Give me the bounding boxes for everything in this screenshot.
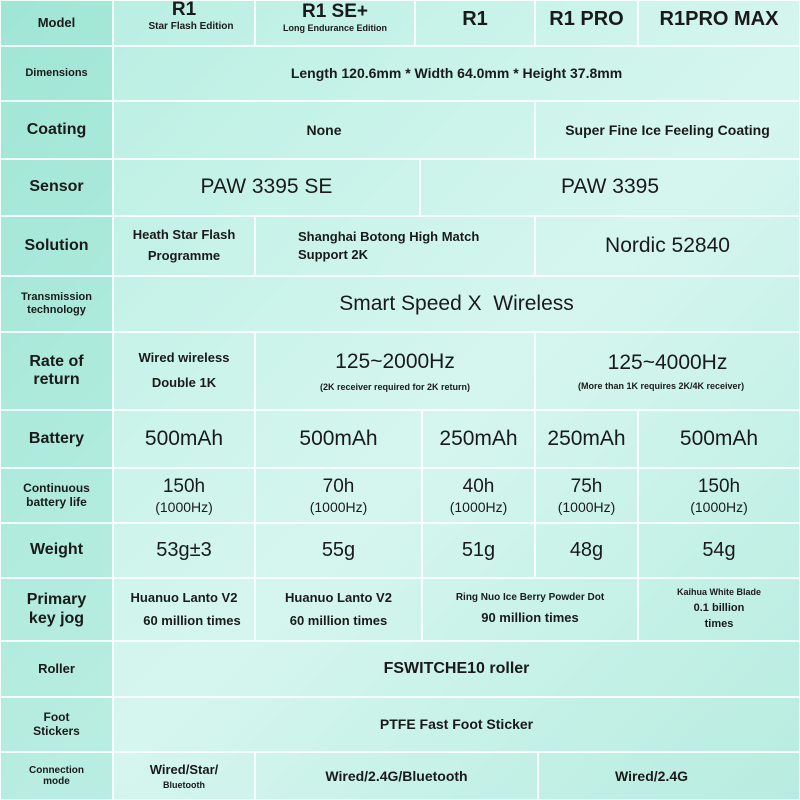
rate-4000-value: 125~4000Hz	[607, 350, 728, 374]
label-weight	[0, 523, 113, 578]
life-2	[255, 468, 422, 523]
life-hz: (1000Hz)	[449, 499, 508, 516]
solution-botong-text: Shanghai Botong High Match Support 2K	[298, 229, 480, 262]
sensor-se	[113, 159, 420, 216]
rate-2000-value: 125~2000Hz	[335, 349, 455, 373]
header-r1-flash	[113, 0, 255, 46]
rate-wired	[113, 332, 255, 410]
header-r1-pro	[535, 0, 638, 46]
weight-value: 55g	[321, 539, 356, 561]
label-solution-text: Solution	[24, 236, 89, 254]
weight-1	[113, 523, 255, 578]
label-feet	[0, 697, 113, 752]
dimensions-text: Length 120.6mm * Width 64.0mm * Height 37.8mm	[290, 65, 623, 82]
connection-b	[255, 752, 538, 800]
connection-text: Wired/2.4G	[615, 767, 689, 784]
label-life-text: Continuous battery life	[23, 480, 90, 509]
solution-flash	[113, 216, 255, 276]
weight-5	[638, 523, 800, 578]
life-1	[113, 468, 255, 523]
model-name: R1	[462, 7, 488, 30]
label-roller-text: Roller	[38, 660, 75, 676]
dimensions-value	[113, 46, 800, 101]
life-hz: (1000Hz)	[690, 499, 748, 516]
label-sensor	[0, 159, 113, 216]
life-hours: 70h	[322, 475, 355, 497]
life-hours: 150h	[697, 475, 741, 497]
coating-none	[113, 101, 535, 159]
coating-super	[535, 101, 800, 159]
label-rate	[0, 332, 113, 410]
battery-value: 500mAh	[679, 426, 759, 450]
label-dimensions	[0, 46, 113, 101]
battery-value: 500mAh	[144, 426, 224, 450]
model-edition: Long Endurance Edition	[283, 22, 387, 33]
model-name: R1 SE+	[301, 0, 368, 22]
roller-text: FSWITCHE10 roller	[383, 659, 530, 677]
life-3	[422, 468, 535, 523]
label-battery-text: Battery	[28, 429, 85, 447]
rate-2000	[255, 332, 535, 410]
coating-none-text: None	[306, 121, 342, 138]
label-coating-text: Coating	[26, 120, 87, 138]
label-battery	[0, 410, 113, 468]
connection-line1: Wired/Star/	[149, 761, 219, 777]
solution-nordic	[535, 216, 800, 276]
switch-name: Huanuo Lanto V2	[285, 589, 392, 605]
switch-d	[638, 578, 800, 641]
label-primary-key-text: Primary key jog	[26, 591, 87, 627]
label-model	[0, 0, 113, 46]
label-model-text: Model	[37, 14, 76, 30]
rate-2000-note: (2K receiver required for 2K return)	[319, 381, 471, 392]
model-name: R1 PRO	[549, 7, 624, 30]
label-coating	[0, 101, 113, 159]
battery-3	[422, 410, 535, 468]
battery-value: 250mAh	[439, 426, 518, 450]
rate-4000-note: (More than 1K requires 2K/4K receiver)	[578, 380, 745, 391]
connection-text: Wired/2.4G/Bluetooth	[325, 767, 468, 784]
battery-5	[638, 410, 800, 468]
battery-4	[535, 410, 638, 468]
life-hz: (1000Hz)	[309, 499, 368, 516]
battery-2	[255, 410, 422, 468]
header-r1	[415, 0, 535, 46]
weight-2	[255, 523, 422, 578]
solution-botong	[255, 216, 535, 276]
label-life	[0, 468, 113, 523]
feet-text: PTFE Fast Foot Sticker	[379, 716, 534, 733]
life-hours: 40h	[462, 475, 495, 497]
rate-4000	[535, 332, 800, 410]
switch-life: 90 million times	[481, 609, 579, 625]
weight-4	[535, 523, 638, 578]
switch-name: Huanuo Lanto V2	[130, 589, 238, 605]
life-hours: 150h	[162, 475, 206, 497]
label-weight-text: Weight	[29, 541, 84, 559]
sensor-std	[420, 159, 800, 216]
model-name: R1PRO MAX	[659, 7, 779, 30]
solution-flash-text: Heath Star Flash Programme	[132, 227, 236, 263]
label-roller	[0, 641, 113, 697]
sensor-std-text: PAW 3395	[560, 175, 660, 199]
model-name: R1	[171, 0, 197, 21]
header-r1-se	[255, 0, 415, 46]
weight-value: 54g	[702, 539, 736, 561]
weight-value: 53g±3	[156, 539, 212, 561]
solution-nordic-text: Nordic 52840	[605, 233, 730, 257]
label-connection	[0, 752, 113, 800]
header-r1-pro-max	[638, 0, 800, 46]
switch-a	[113, 578, 255, 641]
life-hz: (1000Hz)	[557, 499, 616, 516]
life-5	[638, 468, 800, 523]
weight-value: 48g	[569, 539, 604, 561]
weight-value: 51g	[461, 539, 496, 561]
label-feet-text: Foot Stickers	[33, 709, 80, 738]
label-solution	[0, 216, 113, 276]
life-hours: 75h	[570, 475, 603, 497]
connection-line2: Bluetooth	[163, 780, 205, 790]
connection-c	[538, 752, 800, 800]
transmission-text: Smart Speed X Wireless	[339, 291, 574, 315]
battery-value: 500mAh	[299, 426, 378, 450]
label-transmission-text: Transmission technology	[21, 291, 92, 316]
switch-life: 60 million times	[289, 612, 388, 628]
switch-name: Ring Nuo Ice Berry Powder Dot	[455, 592, 605, 604]
switch-c	[422, 578, 638, 641]
life-4	[535, 468, 638, 523]
battery-1	[113, 410, 255, 468]
switch-life: 60 million times	[143, 612, 241, 628]
connection-a	[113, 752, 255, 800]
weight-3	[422, 523, 535, 578]
model-edition: Star Flash Edition	[148, 21, 234, 33]
coating-super-text: Super Fine Ice Feeling Coating	[565, 121, 770, 138]
label-dimensions-text: Dimensions	[25, 67, 88, 80]
roller-value	[113, 641, 800, 697]
rate-wired-line1: Wired wireless	[138, 350, 230, 366]
feet-value	[113, 697, 800, 752]
label-sensor-text: Sensor	[29, 178, 84, 196]
switch-name: Kaihua White Blade	[677, 587, 762, 598]
label-primary-key	[0, 578, 113, 641]
transmission-value	[113, 276, 800, 332]
switch-life: 0.1 billion times	[693, 601, 745, 631]
label-rate-text: Rate of return	[29, 352, 84, 388]
switch-b	[255, 578, 422, 641]
life-hz: (1000Hz)	[155, 499, 213, 516]
rate-wired-line2: Double 1K	[151, 375, 217, 390]
label-transmission	[0, 276, 113, 332]
sensor-se-text: PAW 3395 SE	[200, 175, 333, 199]
label-connection-text: Connection mode	[29, 764, 84, 787]
battery-value: 250mAh	[547, 426, 626, 450]
